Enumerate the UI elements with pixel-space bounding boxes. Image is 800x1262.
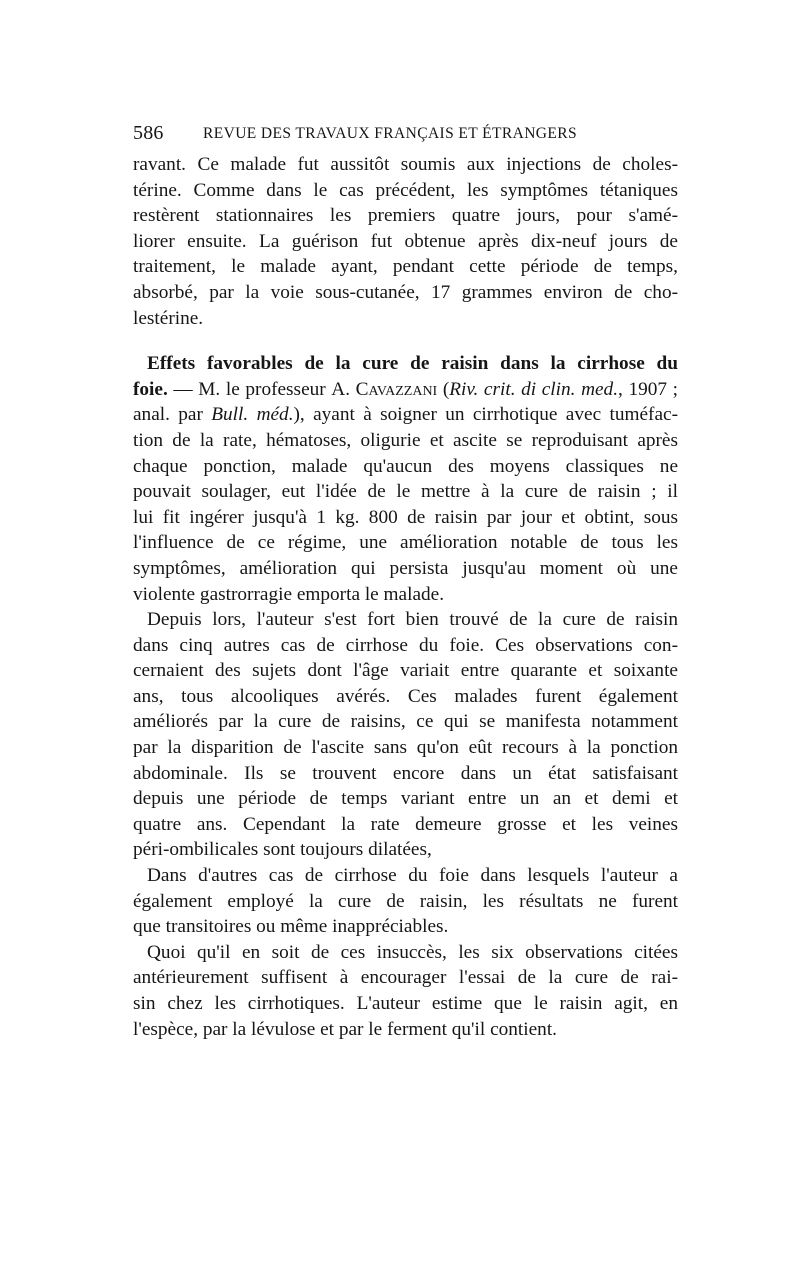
text-line: ans, tous alcooliques avérés. Ces malades furent également (133, 685, 678, 707)
text-line: Quoi qu'il en soit de ces insuccès, les six observations citées (147, 941, 678, 963)
text-line: pouvait soulager, eut l'idée de le mettre à la cure de raisin ; il (133, 481, 678, 503)
article-section (133, 351, 678, 607)
text-line: lestérine. (133, 307, 204, 329)
text-line: l'espèce, par la lévulose et par le ferment qu'il contient. (133, 1018, 557, 1040)
text-line: Dans d'autres cas de cirrhose du foie dans lesquels l'auteur a (147, 865, 678, 887)
text-line: depuis une période de temps variant entre un an et demi et (133, 788, 678, 810)
paragraph (133, 607, 678, 863)
body-text (133, 152, 678, 1042)
text-line: tion de la rate, hématoses, oligurie et ascite se reproduisant après (133, 429, 678, 451)
author-name: A. Cavazzani (331, 378, 438, 400)
text-continuation: ), ayant à soigner un cirrhotique avec tuméfac- (293, 404, 678, 426)
text-line: quatre ans. Cependant la rate demeure grosse et les veines (133, 813, 678, 835)
running-head (133, 120, 673, 146)
paragraph (133, 940, 678, 1042)
citation-line (133, 377, 678, 403)
citation-year: , 1907 ; (618, 378, 678, 400)
paragraph-continuation (133, 152, 678, 331)
section-gap (133, 331, 678, 351)
text-line: antérieurement suffisent à encourager l'essai de la cure de rai- (133, 967, 678, 989)
paragraph (133, 863, 678, 940)
text-line: symptômes, amélioration qui persista jusqu'au moment où une (133, 557, 678, 579)
section-title-end: foie. (133, 378, 168, 400)
text-line: restèrent stationnaires les premiers quatre jours, pour s'amé- (133, 205, 678, 227)
citation-open: ( (437, 378, 450, 400)
text-line: traitement, le malade ayant, pendant cette période de temps, (133, 256, 678, 278)
source-name: Bull. méd. (211, 404, 294, 426)
journal-name: Riv. crit. di clin. med. (449, 378, 619, 400)
text-line: absorbé, par la voie sous-cutanée, 17 grammes environ de cho- (133, 281, 678, 303)
text-line: Depuis lors, l'auteur s'est fort bien trouvé de la cure de raisin (147, 609, 678, 631)
page-number: 586 (133, 122, 164, 144)
text-line: cernaient des sujets dont l'âge variait entre quarante et soixante (133, 660, 678, 682)
text-line: améliorés par la cure de raisins, ce qui se manifesta notamment (133, 711, 678, 733)
text-line: par la disparition de l'ascite sans qu'on eût recours à la ponction (133, 737, 678, 759)
text-line: abdominale. Ils se trouvent encore dans un état satisfaisant (133, 762, 678, 784)
text-line: sin chez les cirrhotiques. L'auteur estime que le raisin agit, en (133, 993, 678, 1014)
text-line: ravant. Ce malade fut aussitôt soumis aux injections de choles- (133, 154, 678, 175)
text-line: péri-ombilicales sont toujours dilatées, (133, 839, 432, 861)
text-line: liorer ensuite. La guérison fut obtenue après dix-neuf jours de (133, 230, 678, 252)
section-title: Effets favorables de la cure de raisin dans la cirrhose du (147, 353, 678, 375)
text-line: que transitoires ou même inappréciables. (133, 916, 449, 938)
text-line: lui fit ingérer jusqu'à 1 kg. 800 de raisin par jour et obtint, sous (133, 506, 678, 528)
text-line: chaque ponction, malade qu'aucun des moyens classiques ne (133, 455, 678, 477)
text-line: dans cinq autres cas de cirrhose du foie. Ces observations con- (133, 634, 678, 656)
running-title: REVUE DES TRAVAUX FRANÇAIS ET ÉTRANGERS (203, 125, 578, 142)
analysis-prefix: anal. par (133, 404, 212, 426)
text-line: térine. Comme dans le cas précédent, les symptômes tétaniques (133, 179, 678, 201)
text-line: violente gastrorragie emporta le malade. (133, 583, 445, 605)
text-line: également employé la cure de raisin, les résultats ne furent (133, 890, 678, 912)
text-line: l'influence de ce régime, une amélioration notable de tous les (133, 532, 678, 554)
citation-line (133, 402, 678, 428)
author-prefix: — M. le professeur (167, 378, 332, 400)
